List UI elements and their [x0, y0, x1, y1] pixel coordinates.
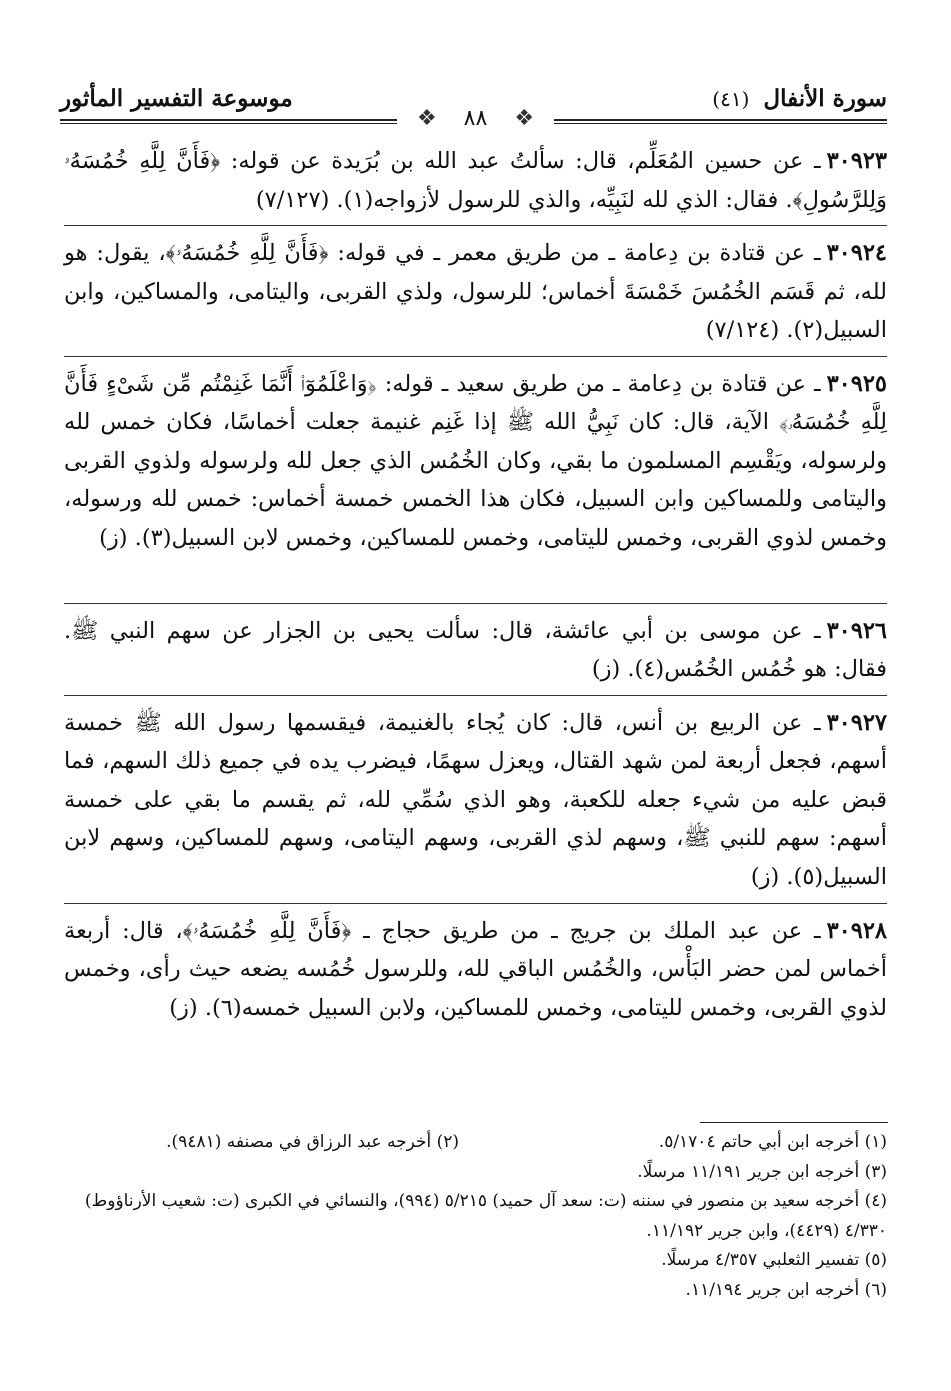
footnote: (١) أخرجه ابن أبي حاتم ٥/١٧٠٤.: [658, 1132, 887, 1152]
narration-text: ـ عن حسين المُعَلِّم، قال: سألتُ عبد الله بن بُرَيدة عن قوله: ﴿فَأَنَّ لِلَّهِ خُمُسَهُۥ وَلِلرَّسُولِ﴾. فقال: الذي لله لنَبِيِّه، والذي للرسول لأزواجه(١). (٧/١٢٧): [64, 148, 887, 213]
footnote-separator: [700, 1122, 888, 1123]
ornament-icon: ❖: [504, 106, 544, 131]
narration-number: ٣٠٩٢٣: [826, 148, 887, 174]
narration-text: ـ عن قتادة بن دِعامة ـ من طريق معمر ـ في قوله: ﴿فَأَنَّ لِلَّهِ خُمُسَهُۥ﴾، يقول: هو لله، ثم قَسَم الخُمُسَ خَمْسَةَ أخماس؛ للرسول، ولذي القربى، واليتامى، والمساكين، وابن السبيل(٢). (٧/١٢٤): [64, 240, 887, 343]
ornament-icon: ❖: [407, 106, 447, 131]
narration: [64, 912, 887, 1072]
footnote: (٣) أخرجه ابن جرير ١١/١٩١ مرسلًا.: [637, 1161, 887, 1182]
narration: [64, 142, 887, 226]
footnotes: [64, 1128, 887, 1305]
narration-number: ٣٠٩٢٧: [826, 709, 887, 736]
narration-number: ٣٠٩٢٦: [826, 617, 887, 644]
narration-text: ـ عن الربيع بن أنس، قال: كان يُجاء بالغنيمة، فيقسمها رسول الله ﷺ خمسة أسهم، فجعل أربعة لمن شهد القتال، ويعزل سهمًا، فيضرب يده في جميع ذلك السهم، فما قبض عليه من شيء جعله للكعبة، وهو الذي سُمِّي لله، ثم يقسم ما بقي على خمسة أسهم: سهم للنبي ﷺ، وسهم لذي القربى، وسهم اليتامى، وسهم للمساكين، وسهم لابن السبيل(٥). (ز): [64, 709, 887, 890]
narration-number: ٣٠٩٢٥: [826, 370, 887, 397]
book-title: موسوعة التفسير المأثور: [60, 84, 293, 112]
narration-text: ـ عن موسى بن أبي عائشة، قال: سألت يحيى بن الجزار عن سهم النبي ﷺ. فقال: هو خُمُس الخُمُس(٤). (ز): [64, 617, 887, 682]
footnote: (٥) تفسير الثعلبي ٤/٣٥٧ مرسلًا.: [661, 1250, 887, 1270]
footnote: (٢) أخرجه عبد الرزاق في مصنفه (٩٤٨١).: [166, 1132, 460, 1152]
footnote: (٤) أخرجه سعيد بن منصور في سننه (ت: سعد آل حميد) ٥/٢١٥ (٩٩٤)، والنسائي في الكبرى (ت: شعيب الأرناؤوط) ٤/٣٣٠ (٤٤٢٩)، وابن جرير ١١/١٩٢.: [84, 1191, 887, 1241]
main-text: [64, 142, 887, 1080]
footnote-row: [64, 1128, 887, 1158]
narration-number: ٣٠٩٢٨: [826, 917, 887, 944]
verse-number: (٤١): [712, 86, 750, 111]
narration: [64, 612, 887, 696]
narration: [64, 234, 887, 357]
surah-title: سورة الأنفال: [763, 84, 887, 112]
narration-number: ٣٠٩٢٤: [826, 240, 887, 266]
page-number: ٨٨: [454, 106, 498, 131]
narration: [64, 704, 887, 904]
footnote: (٦) أخرجه ابن جرير ١١/١٩٤.: [685, 1279, 887, 1300]
page-number-block: [0, 106, 951, 131]
narration: [64, 365, 887, 604]
narration-text: ـ عن قتادة بن دِعامة ـ من طريق سعيد ـ قوله: ﴿وَاعْلَمُوٓا۟ أَنَّمَا غَنِمْتُم مِّن شَىْءٍ فَأَنَّ لِلَّهِ خُمُسَهُۥ﴾ الآية، قال: كان نَبِيُّ الله ﷺ إذا غَنِم غنيمة جعلت أخماسًا، فكان خمس لله ولرسوله، ويَقْسِم المسلمون ما بقي، وكان الخُمُس الذي جعل لله ولرسوله ولذوي القربى واليتامى وللمساكين وابن السبيل، فكان هذا الخمس خمسة أخماس: خمس لله ورسوله، وخمس لذوي القربى، وخمس لليتامى، وخمس للمساكين، وخمس لابن السبيل(٣). (ز): [64, 370, 887, 551]
narration-text: ـ عن عبد الملك بن جريج ـ من طريق حجاج ـ ﴿فَأَنَّ لِلَّهِ خُمُسَهُۥ﴾، قال: أربعة أخماس لمن حضر البَأْس، والخُمُس الباقي لله، وللرسول خُمُسه يضعه حيث رأى، وخمس لذوي القربى، وخمس لليتامى، وخمس للمساكين، ولابن السبيل خمسه(٦). (ز): [64, 917, 887, 1021]
